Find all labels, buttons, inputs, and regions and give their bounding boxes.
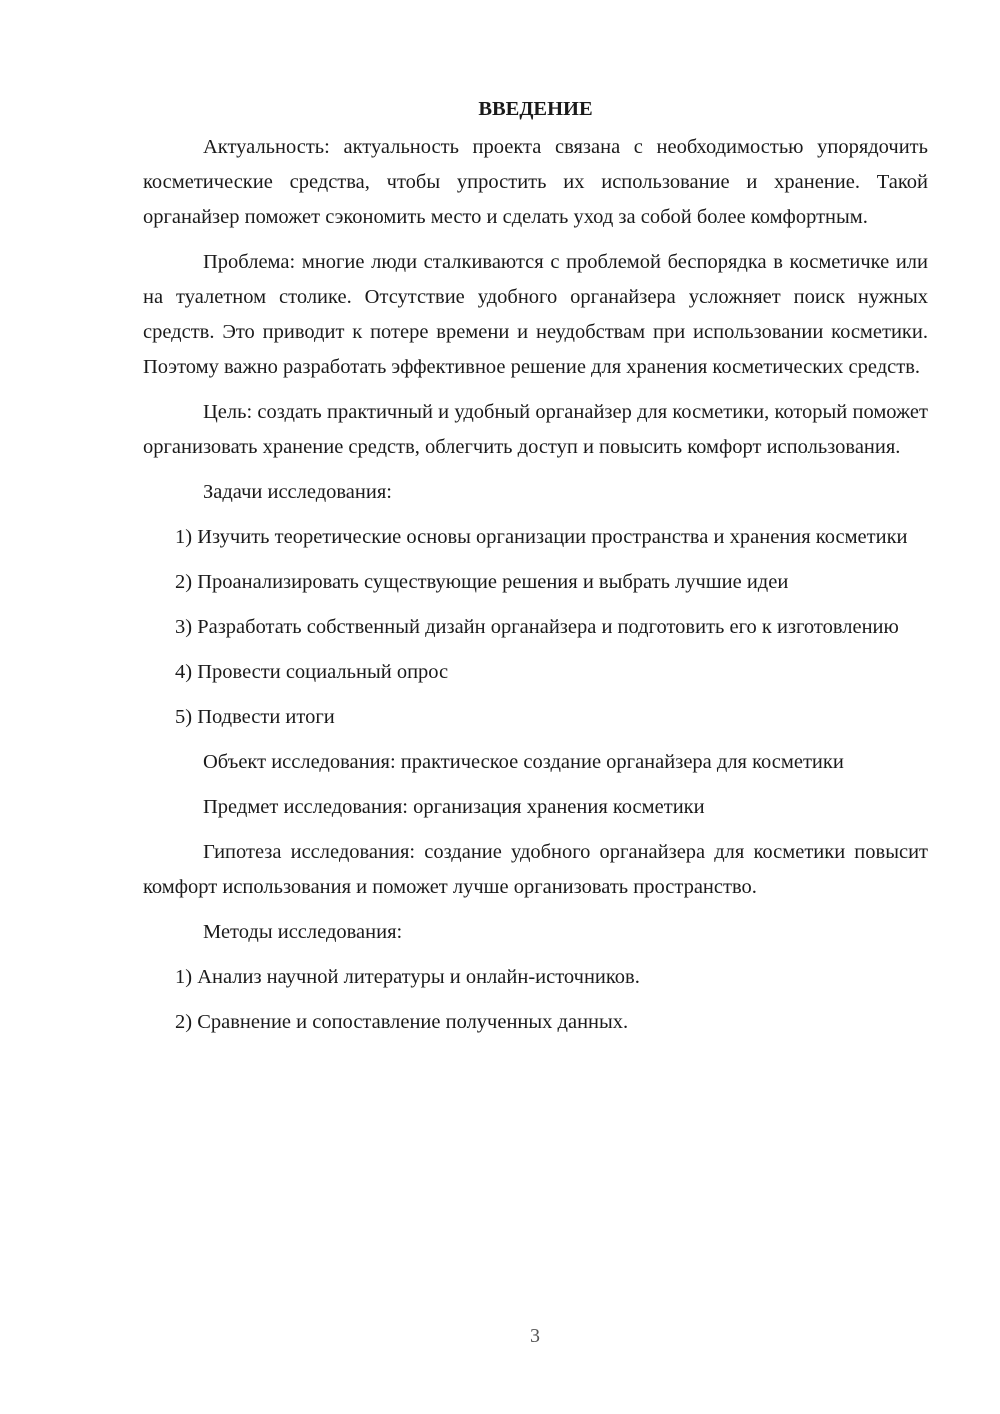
tasks-heading: Задачи исследования:: [203, 481, 392, 503]
task-item: 5) Подвести итоги: [175, 706, 335, 728]
page-number: 3: [530, 1325, 540, 1347]
task-item: 2) Проанализировать существующие решения и выбрать лучшие идеи: [175, 571, 789, 593]
methods-heading: Методы исследования:: [203, 921, 403, 943]
goal-paragraph: Цель: создать практичный и удобный органайзер для косметики, который поможет организовать хранение средств, облегчить доступ и повысить комфорт использования.: [143, 401, 928, 458]
document-page: [143, 92, 928, 1050]
relevance-paragraph: Актуальность: актуальность проекта связана с необходимостью упорядочить косметические средства, чтобы упростить их использование и хранение. Такой органайзер поможет сэкономить место и сделать уход за собой более комфортным.: [143, 136, 928, 228]
subject-paragraph: Предмет исследования: организация хранения косметики: [203, 796, 705, 818]
method-item: 1) Анализ научной литературы и онлайн-источников.: [175, 966, 640, 988]
task-item: 3) Разработать собственный дизайн органайзера и подготовить его к изготовлению: [175, 616, 899, 638]
problem-paragraph: Проблема: многие люди сталкиваются с проблемой беспорядка в косметичке или на туалетном столике. Отсутствие удобного органайзера усложняет поиск нужных средств. Это приводит к потере времени и неудобствам при использовании косметики. Поэтому важно разработать эффективное решение для хранения косметических средств.: [143, 251, 928, 378]
section-title: ВВЕДЕНИЕ: [478, 98, 593, 120]
object-paragraph: Объект исследования: практическое создание органайзера для косметики: [203, 751, 844, 773]
task-item: 4) Провести социальный опрос: [175, 661, 449, 683]
method-item: 2) Сравнение и сопоставление полученных данных.: [175, 1011, 629, 1033]
task-item: 1) Изучить теоретические основы организации пространства и хранения косметики: [175, 526, 908, 548]
hypothesis-paragraph: Гипотеза исследования: создание удобного органайзера для косметики повысит комфорт использования и поможет лучше организовать пространство.: [143, 841, 928, 898]
